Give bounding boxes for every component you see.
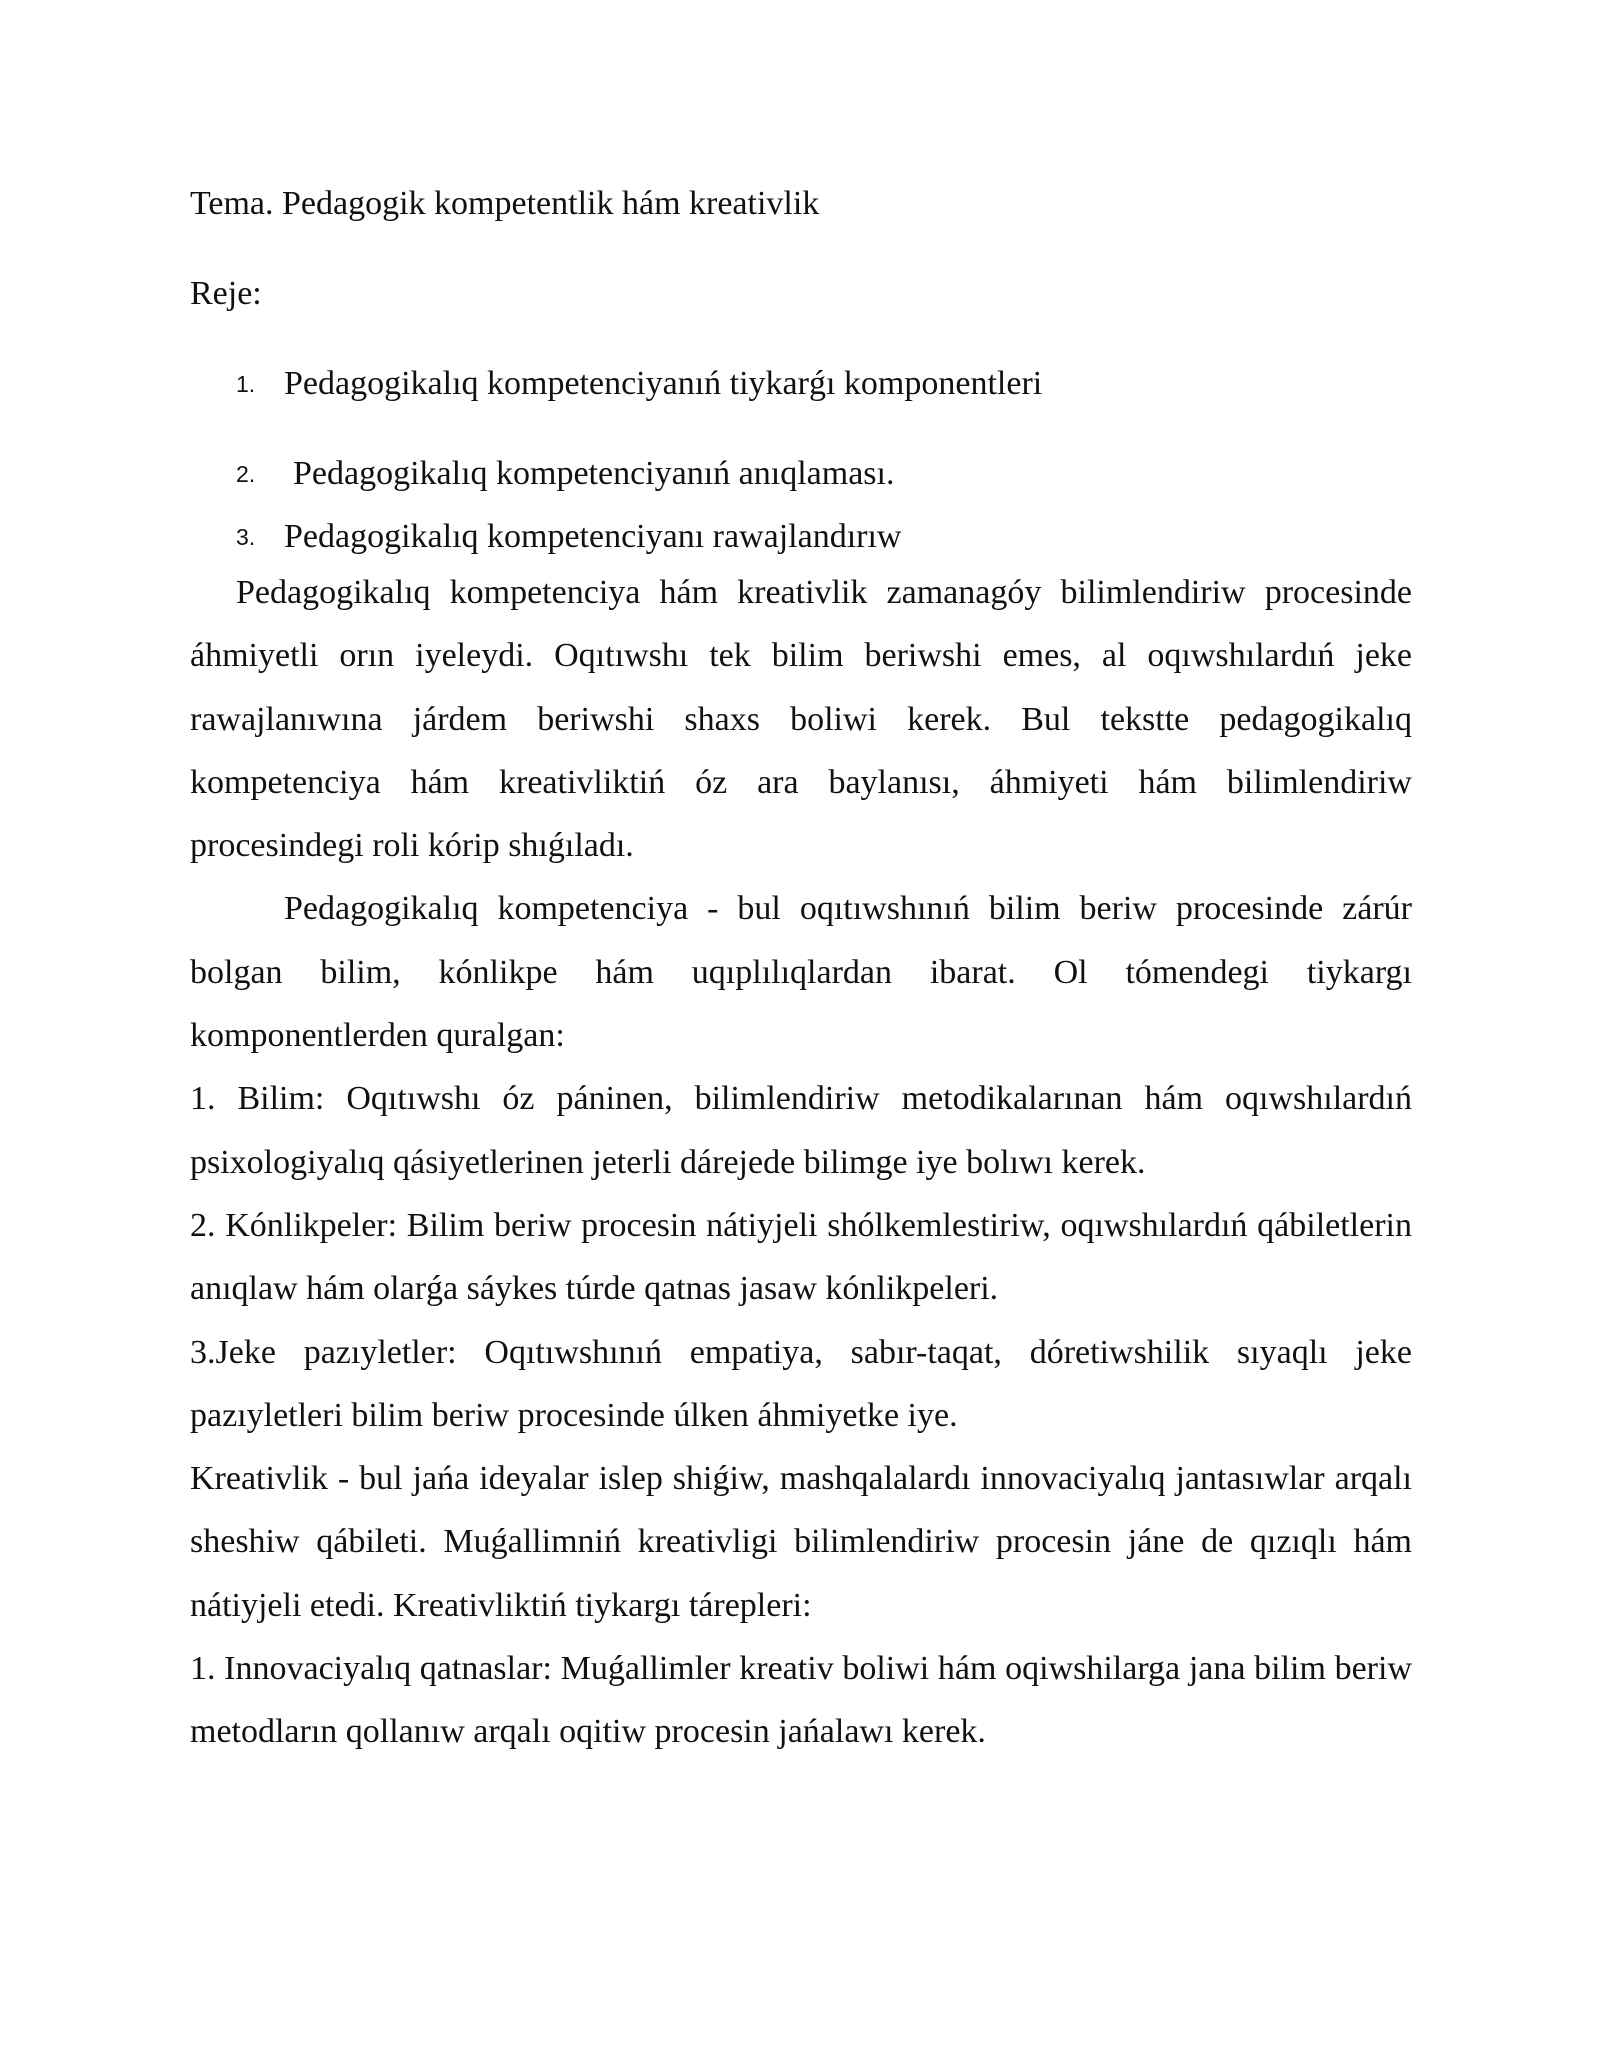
component-qualities-paragraph: 3.Jeke pazıyletler: Oqıtıwshınıń empatiya, sabır-taqat, dóretiwshilik sıyaqlı jeke pazıyletleri bilim beriw procesinde úlken áhmiyetke iye. [190, 1333, 1412, 1434]
plan-item-number: 1. [236, 371, 256, 397]
component-knowledge-paragraph: 1. Bilim: Oqıtıwshı óz páninen, bilimlendiriw metodikalarınan hám oqıwshılardıń psixologiyalıq qásiyetlerinen jeterli dárejede bilimge iye bolıwı kerek. [190, 1080, 1412, 1181]
plan-item [190, 360, 1412, 408]
plan-item-text: Pedagogikalıq kompetenciyanıń tiykarǵı komponentleri [284, 365, 1043, 402]
plan-list [190, 360, 1412, 561]
plan-label: Reje: [190, 275, 262, 312]
document-title: Tema. Pedagogik kompetentlik hám kreativlik [190, 185, 820, 222]
definition-paragraph: Pedagogikalıq kompetenciya - bul oqıtıwshınıń bilim beriw procesinde zárúr bolgan bilim, kónlikpe hám uqıplılıqlardan ibarat. Ol tómendegi tiykargı komponentlerden quralgan: [190, 890, 1412, 1055]
plan-item-text: Pedagogikalıq kompetenciyanı rawajlandırıw [284, 518, 902, 555]
document-page [190, 180, 1412, 1764]
plan-item [190, 450, 1412, 498]
plan-item-number: 3. [236, 524, 256, 550]
intro-paragraph: Pedagogikalıq kompetenciya hám kreativlik zamanagóy bilimlendiriw procesinde áhmiyetli orın iyeleydi. Oqıtıwshı tek bilim beriwshi emes, al oqıwshılardıń jeke rawajlanıwına járdem beriwshi shaxs boliwi kerek. Bul tekstte pedagogikalıq kompetenciya hám kreativliktiń óz ara baylanısı, áhmiyeti hám bilimlendiriw procesindegi roli kórip shıǵıladı. [190, 574, 1412, 865]
innovation-paragraph: 1. Innovaciyalıq qatnaslar: Muǵallimler kreativ boliwi hám oqiwshilarga jana bilim beriw metodların qollanıw arqalı oqitiw procesin jańalawı kerek. [190, 1650, 1412, 1751]
plan-item-text: Pedagogikalıq kompetenciyanıń anıqlaması. [293, 455, 895, 492]
plan-item [190, 513, 1412, 561]
creativity-paragraph: Kreativlik - bul jańa ideyalar islep shiǵiw, mashqalalardı innovaciyalıq jantasıwlar arqalı sheshiw qábileti. Muǵallimniń kreativligi bilimlendiriw procesin jáne de qızıqlı hám nátiyjeli etedi. Kreativliktiń tiykargı tárepleri: [190, 1460, 1412, 1624]
component-skills-paragraph: 2. Kónlikpeler: Bilim beriw procesin nátiyjeli shólkemlestiriw, oqıwshılardıń qábiletlerin anıqlaw hám olarǵa sáykes túrde qatnas jasaw kónlikpeleri. [190, 1206, 1412, 1308]
plan-item-number: 2. [236, 461, 256, 487]
